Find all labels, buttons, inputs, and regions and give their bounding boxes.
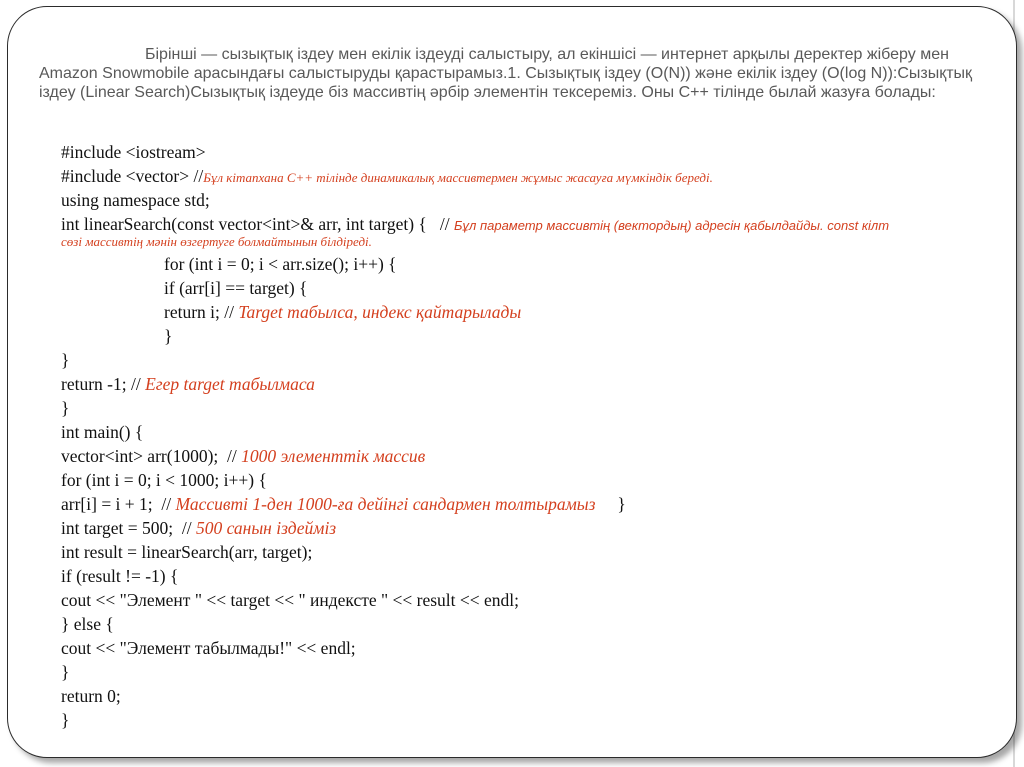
code-listing [61,140,1011,732]
code-line: int target = 500; // 500 санын іздейміз [61,518,337,538]
code-comment: 500 санын іздейміз [195,518,337,538]
code-line: #include <iostream> [61,142,206,162]
code-line: for (int i = 0; i < 1000; i++) { [61,470,267,490]
code-line: return i; // Target табылса, индекс қайтарылады [164,302,522,322]
code-comment: Бұл параметр массивтің (вектордың) адресін қабылдайды. const кілт [454,218,890,233]
code-line: int result = linearSearch(arr, target); [61,542,313,562]
code-comment: Target табылса, индекс қайтарылады [238,302,522,322]
code-comment-continuation: сөзі массивтің мәнін өзгертуге болмайтынын білдіреді. [61,234,372,249]
code-line: if (result != -1) { [61,566,179,586]
code-line: for (int i = 0; i < arr.size(); i++) { [164,254,397,274]
code-line: if (arr[i] == target) { [164,278,308,298]
code-comment: Егер target табылмаса [145,374,315,394]
code-line: } else { [61,614,114,634]
code-line: #include <vector> //Бұл кітапхана C++ тілінде динамикалық массивтермен жұмыс жасауға мүмкіндік береді. [61,166,713,186]
intro-paragraph: Бірінші — сызықтық іздеу мен екілік іздеуді салыстыру, ал екіншісі — интернет арқылы деректер жіберу мен Amazon Snowmobile арасындағы салыстыруды қарастырамыз.1. Сызықтық іздеу (O(N)) және екілік іздеу (O(log N)):Сызықтық іздеу (Linear Search)Сызықтық іздеуде біз массивтің әрбір элементін тексереміз. Оны C++ тілінде былай жазуға болады: [39,46,973,101]
code-line: } [61,662,70,682]
code-line: cout << "Элемент " << target << " индексте " << result << endl; [61,590,519,610]
code-line: } [61,710,70,730]
code-line: arr[i] = i + 1; // Массивті 1-ден 1000-ға дейінгі сандармен толтырамыз } [61,494,626,514]
code-comment: Массивті 1-ден 1000-ға дейінгі сандармен толтырамыз [175,494,596,514]
code-line: int linearSearch(const vector<int>& arr, int target) { // Бұл параметр массивтің (вектордың) адресін қабылдайды. const кілт [61,214,890,234]
code-line: return -1; // Егер target табылмаса [61,374,315,394]
code-line: vector<int> arr(1000); // 1000 элементтік массив [61,446,426,466]
code-line: return 0; [61,686,121,706]
code-comment: 1000 элементтік массив [241,446,426,466]
code-comment: Бұл кітапхана C++ тілінде динамикалық массивтермен жұмыс жасауға мүмкіндік береді. [203,170,713,185]
slide-card [7,6,1017,758]
code-line: cout << "Элемент табылмады!" << endl; [61,638,356,658]
code-line: } [61,350,70,370]
code-line: int main() { [61,422,144,442]
code-line: } [164,326,173,346]
code-line: using namespace std; [61,190,210,210]
code-line: } [61,398,70,418]
